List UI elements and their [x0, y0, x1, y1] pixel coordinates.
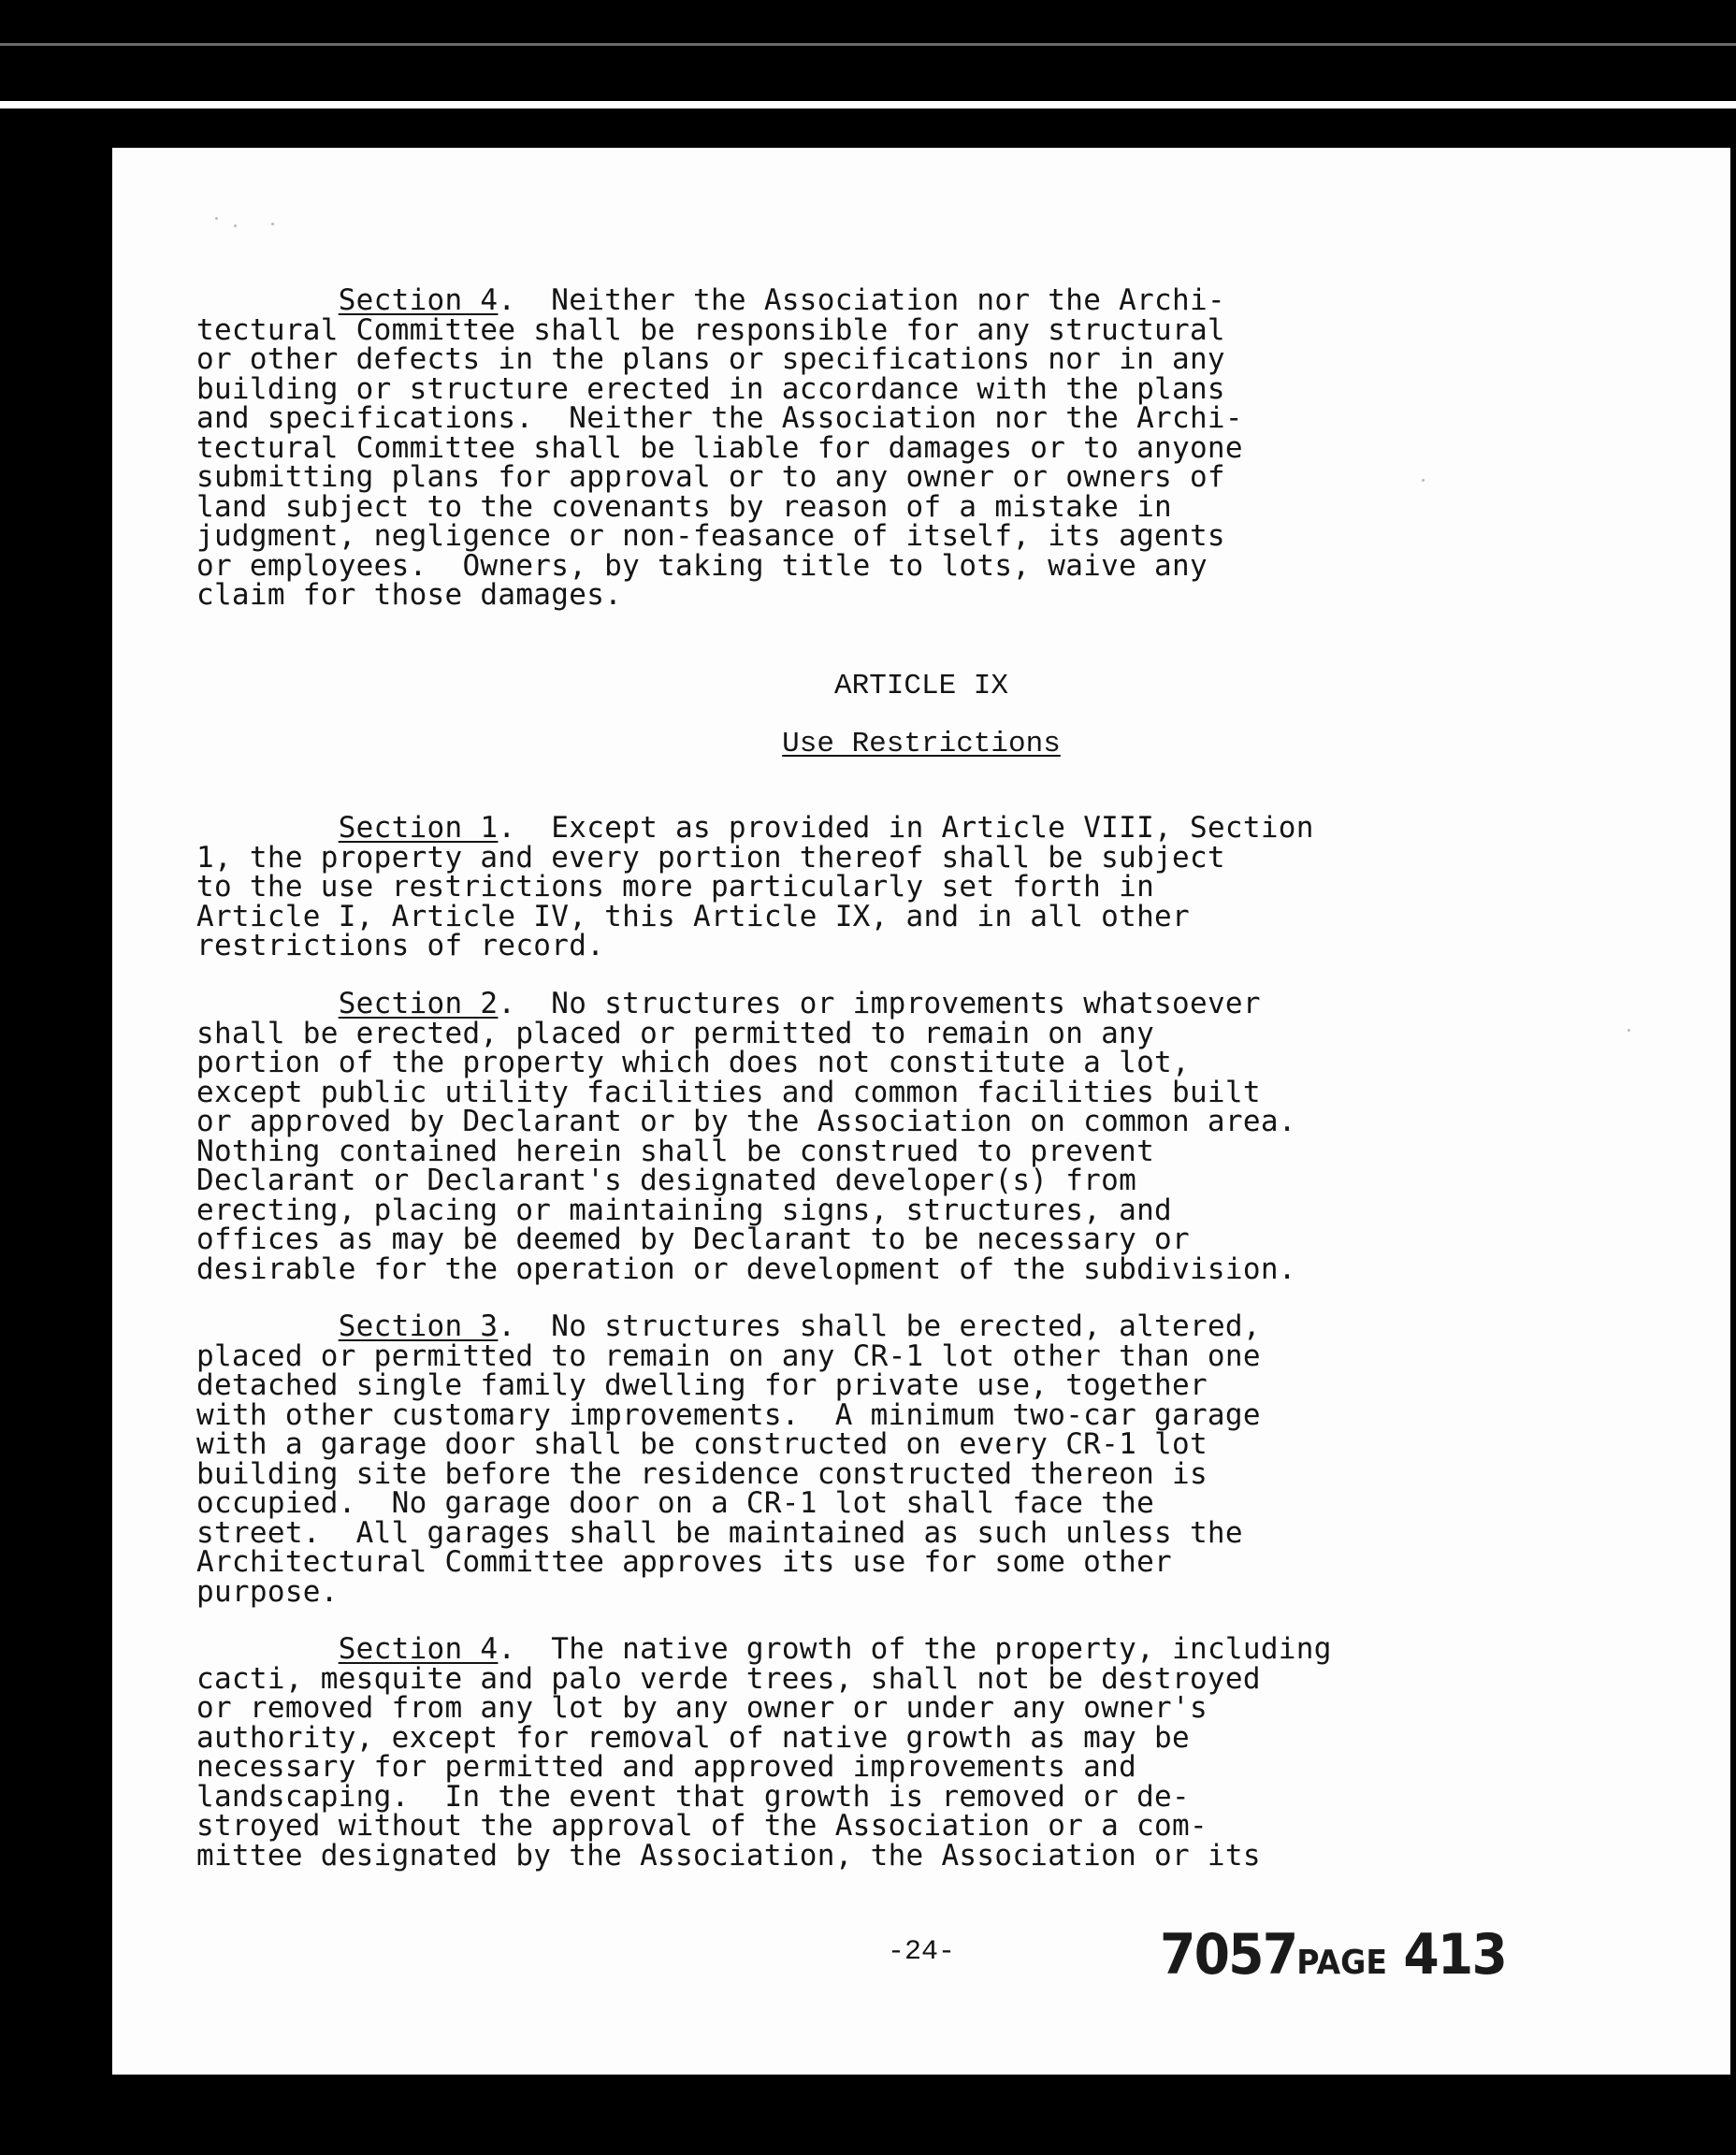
section-body: . Except as provided in Article VIII, Section 1, the property and every portion thereof shall be subject to the use restrictions more particularly set forth in Article I, Article IV, this Article IX, and in all other restrictions of record.	[196, 811, 1314, 962]
section-body: . No structures or improvements whatsoever shall be erected, placed or permitted to remain on any portion of the property which does not constitute a lot, except public utility facilities and common facilities built or approved by Declarant or by the Association on common area. Nothing contained herein shall be construed to prevent Declarant or Declarant's designated developer(s) from erecting, placing or maintaining signs, structures, and offices as may be deemed by Declarant to be necessary or desirable for the operation or development of the subdivision.	[196, 987, 1296, 1286]
section-4-architectural-paragraph	[196, 283, 1450, 612]
section-label: Section 1	[338, 811, 499, 845]
scan-speck	[215, 217, 218, 220]
scan-speck	[1628, 1029, 1630, 1032]
article-heading: ARTICLE IX	[833, 670, 1009, 702]
scan-speck	[234, 224, 237, 227]
article-subheading	[112, 728, 1730, 760]
section-4-native-growth-paragraph	[196, 1632, 1450, 1873]
section-1-paragraph	[196, 811, 1450, 962]
recording-stamp	[1160, 1922, 1506, 1988]
section-body: . Neither the Association nor the Archi- tectural Committee shall be responsible for any structural or other defects in the plans or specifications nor in any building or structure erected in accordance with the plans and specifications. Neither the Association nor the Archi- tectural Committee shall be liable for damages or to anyone submitting plans for approval or to any owner or owners of land subject to the covenants by reason of a mistake in judgment, negligence or non-feasance of itself, its agents or employees. Owners, by taking title to lots, waive any claim for those damages.	[196, 283, 1243, 612]
section-label: Section 3	[338, 1309, 499, 1343]
section-label: Section 2	[338, 987, 499, 1020]
scan-edge-line	[0, 43, 1736, 46]
scan-speck	[271, 223, 274, 225]
section-3-paragraph	[196, 1309, 1450, 1609]
section-label: Section 4	[338, 283, 499, 317]
article-subheading-text: Use Restrictions	[782, 728, 1061, 760]
scan-edge-bar	[0, 101, 1736, 108]
recording-page-number: 413	[1403, 1922, 1507, 1988]
section-body: . The native growth of the property, including cacti, mesquite and palo verde trees, shall not be destroyed or removed from any lot by any owner or under any owner's authority, except for removal of native growth as may be necessary for permitted and approved improvements and landscaping. In the event that growth is removed or de- stroyed without the approval of the Association or a com- mittee designated by the Association, the Association or its	[196, 1632, 1332, 1873]
page-word: PAGE	[1296, 1944, 1387, 1982]
section-label: Section 4	[338, 1632, 499, 1666]
page-number: -24-	[887, 1936, 955, 1968]
section-2-paragraph	[196, 987, 1450, 1286]
section-body: . No structures shall be erected, altered, placed or permitted to remain on any CR-1 lot other than one detached single family dwelling for private use, together with other customary improvements. A minimum two-car garage with a garage door shall be constructed on every CR-1 lot building site before the residence constructed thereon is occupied. No garage door on a CR-1 lot shall face the street. All garages shall be maintained as such unless the Architectural Committee approves its use for some other purpose.	[196, 1309, 1261, 1609]
book-number: 7057	[1160, 1922, 1297, 1988]
